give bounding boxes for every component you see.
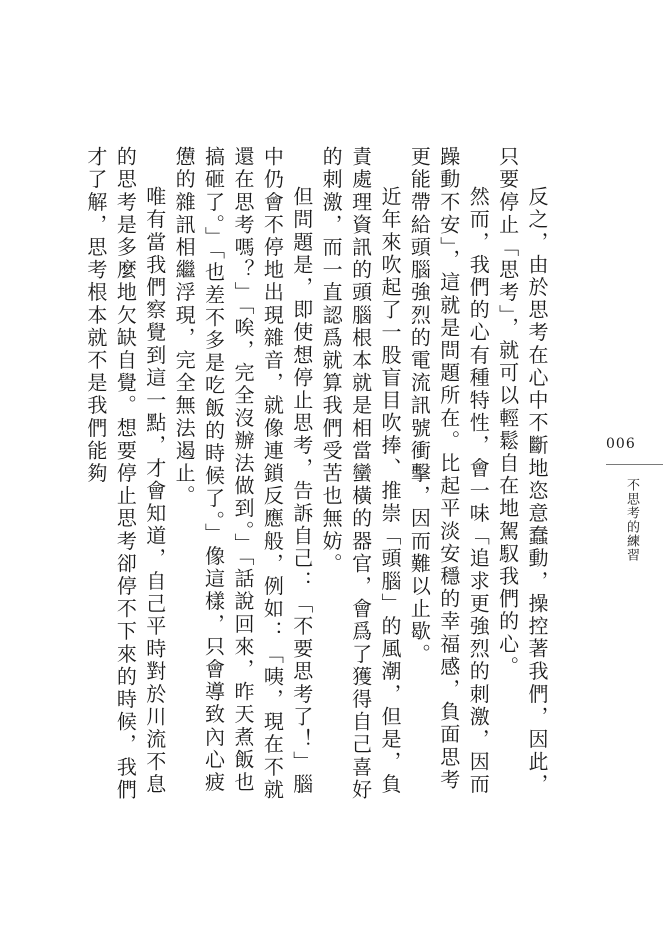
paragraph-4: 但問題是，即使想停止思考，告訴自己：「不要思考了！」腦中仍會不停地出現雜音，就像連鎖反應般，例如：「咦，現在不就還在思考嗎？」「唉，完全沒辦法做到。」「話說回來，昨天煮飯也搞砸了。」「也差不多是吃飯的時候了。」像這樣，只會導致內心疲憊的雜訊相繼浮現，完全無法遏止。	[172, 146, 314, 802]
paragraph-1: 反之，由於思考在心中不斷地恣意蠢動，操控著我們，因此，只要停止「思考」，就可以輕鬆自在地駕馭我們的心。	[495, 146, 549, 797]
body-text	[83, 146, 551, 806]
header-divider	[606, 464, 663, 465]
running-title: 不思考的練習	[624, 478, 639, 562]
paragraph-3: 近年來吹起了一股盲目吹捧、推崇「頭腦」的風潮，但是，負責處理資訊的頭腦根本就是相當蠻橫的器官，會爲了獲得自己喜好的刺激，而一直認爲就算我們受苦也無妨。	[319, 146, 402, 802]
paragraph-2: 然而，我們的心有種特性，會一味「追求更強烈的刺激，因而躁動不安」，這就是問題所在。比起平淡安穩的幸福感，負面思考更能帶給頭腦強烈的電流訊號衝擊，因而難以止歇。	[407, 146, 491, 797]
paragraph-5: 唯有當我們察覺到這一點，才會知道，自己平時對於川流不息的思考是多麼地欠缺自覺。想要停止思考卻停不下來的時候，我們才了解，思考根本就不是我們能夠	[83, 146, 167, 802]
page-number: 006	[606, 436, 636, 452]
